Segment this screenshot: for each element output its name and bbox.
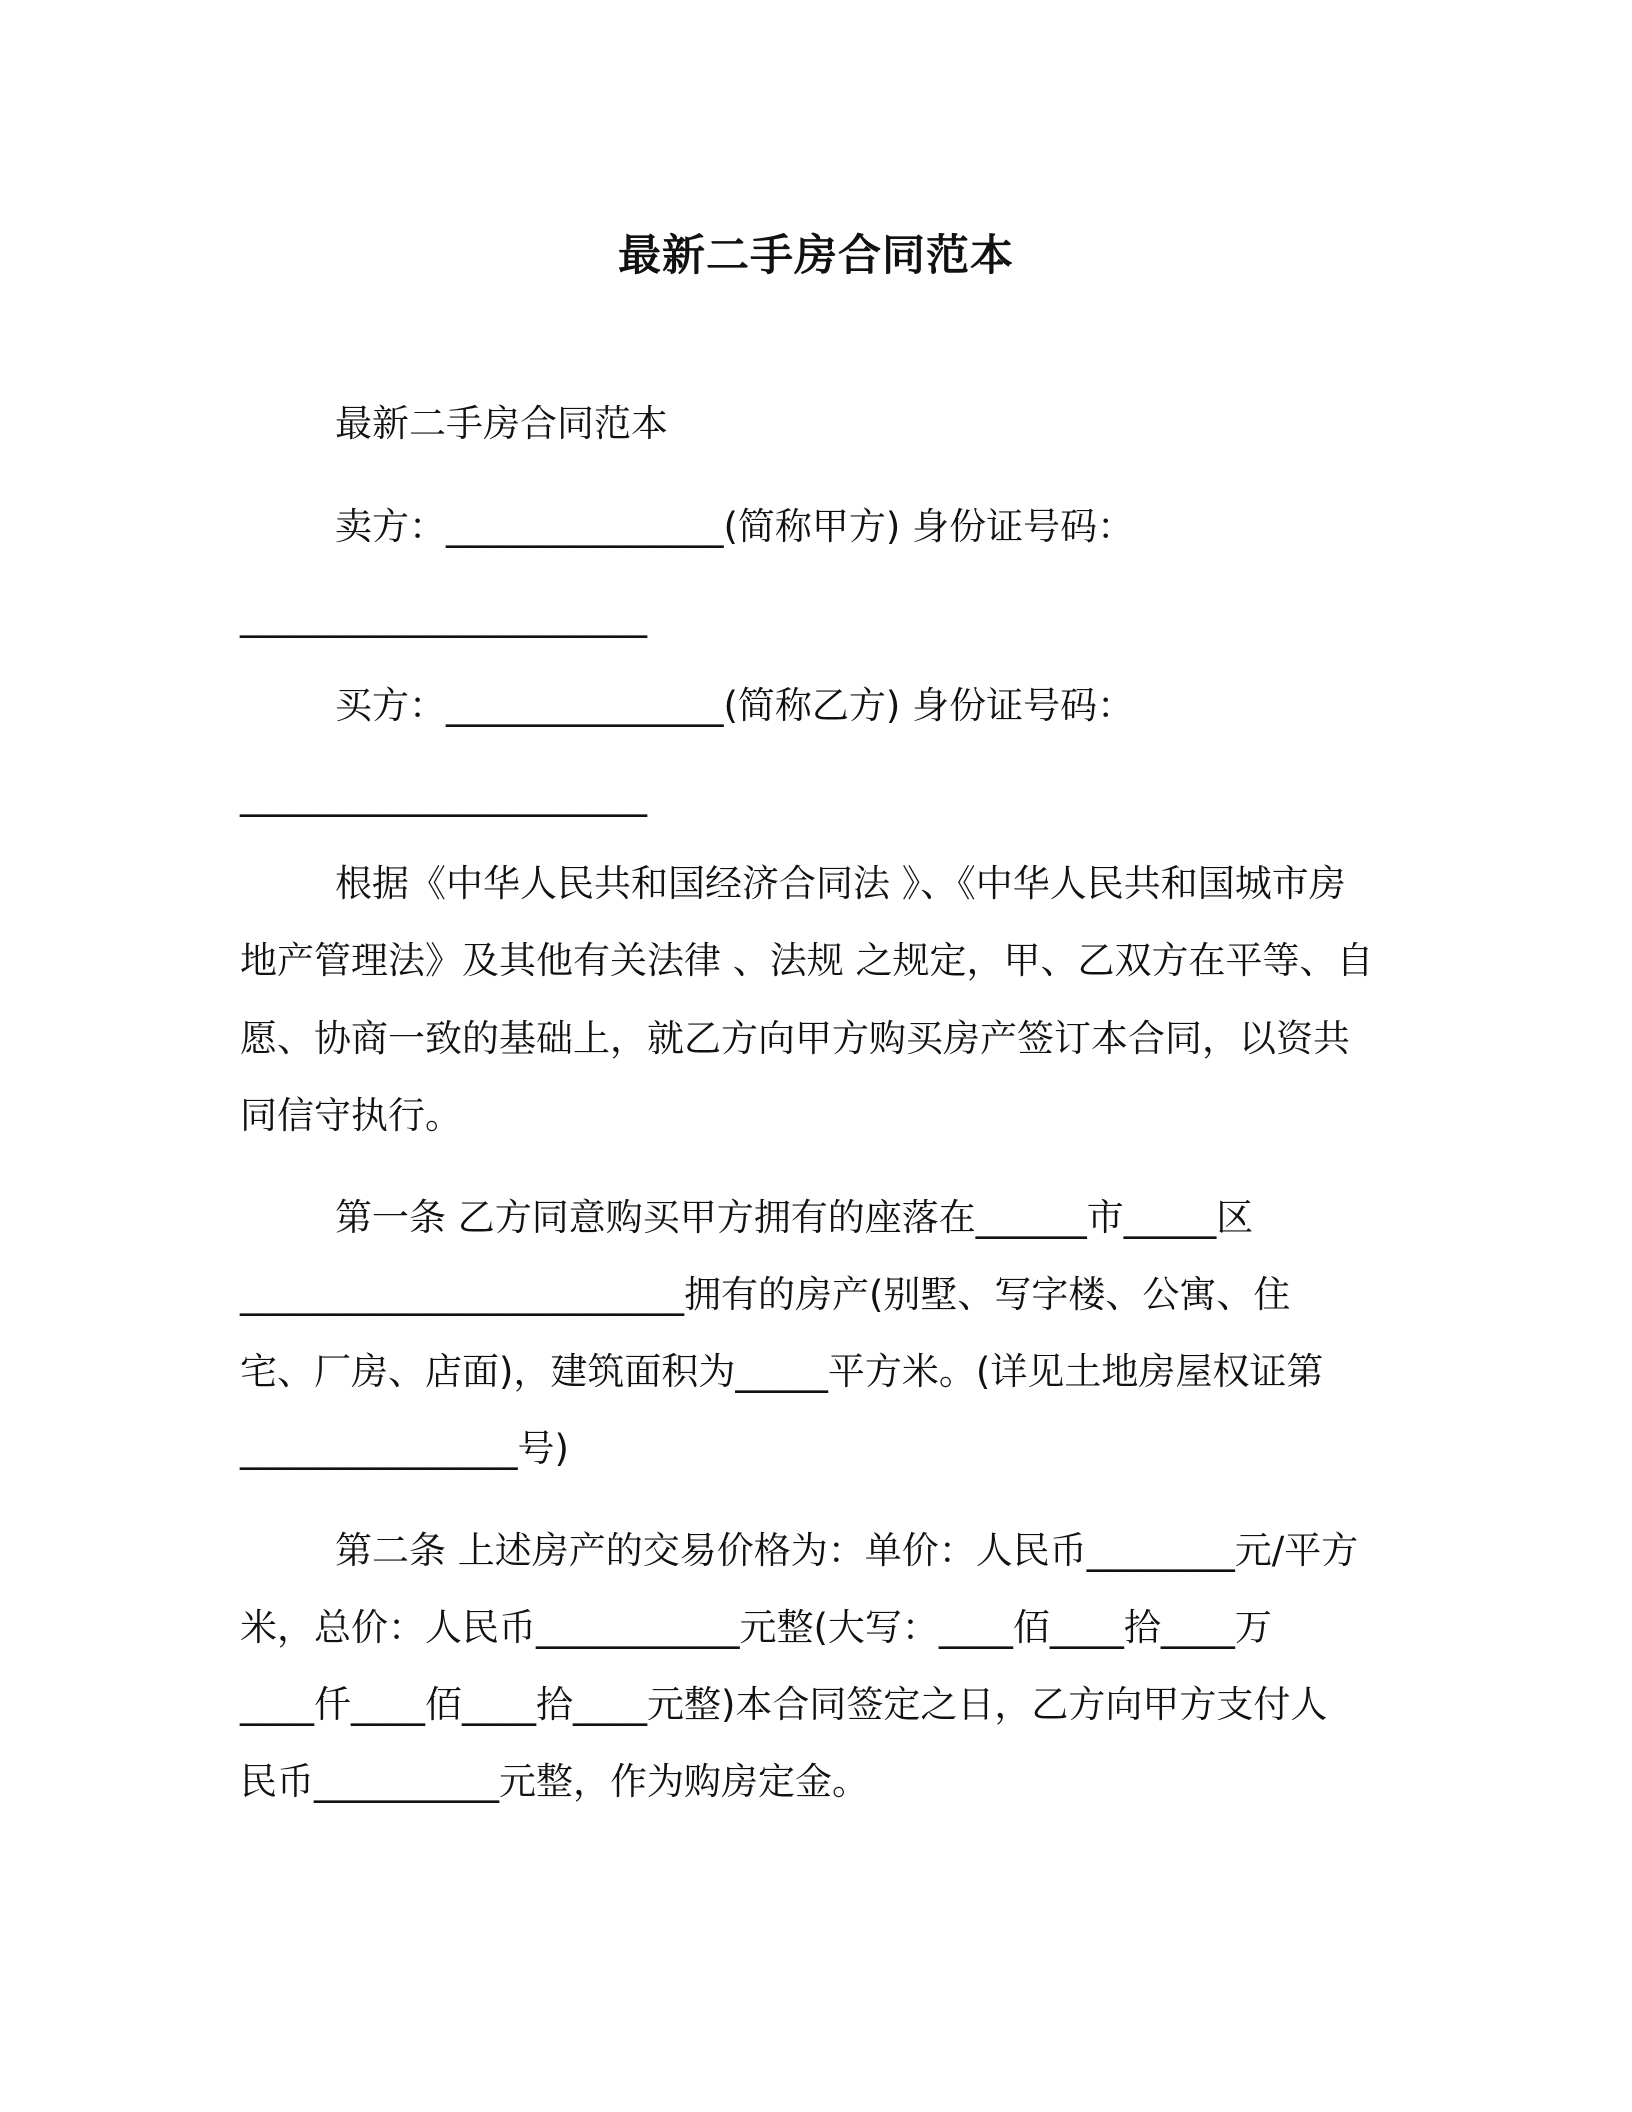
article-2-line-2: 米，总价：人民币___________元整(大写：____佰____拾____万 xyxy=(240,1606,1272,1649)
preamble-line-1: 根据《中华人民共和国经济合同法 》、《中华人民共和国城市房 xyxy=(335,862,1346,905)
seller-line: 卖方：_______________(简称甲方) 身份证号码： xyxy=(335,505,1135,548)
seller-id-blank-line: ______________________ xyxy=(240,595,647,638)
article-1-line-4: _______________号) xyxy=(240,1427,569,1470)
preamble-line-4: 同信守执行。 xyxy=(240,1094,462,1137)
article-2-line-3: ____仟____佰____拾____元整)本合同签定之日，乙方向甲方支付人 xyxy=(240,1683,1328,1726)
article-1-line-1: 第一条 乙方同意购买甲方拥有的座落在______市_____区 xyxy=(335,1196,1254,1239)
buyer-line: 买方：_______________(简称乙方) 身份证号码： xyxy=(335,684,1135,727)
preamble-line-2: 地产管理法》及其他有关法律 、法规 之规定，甲、乙双方在平等、自 xyxy=(240,939,1374,982)
buyer-id-blank-line: ______________________ xyxy=(240,774,647,817)
article-2-line-4: 民币__________元整，作为购房定金。 xyxy=(240,1760,869,1803)
article-1-line-2: ________________________拥有的房产(别墅、写字楼、公寓、住 xyxy=(240,1273,1291,1316)
article-1-line-3: 宅、厂房、店面)，建筑面积为_____平方米。(详见土地房屋权证第 xyxy=(240,1350,1324,1393)
article-2-line-1: 第二条 上述房产的交易价格为：单价：人民币________元/平方 xyxy=(335,1529,1359,1572)
subtitle-line: 最新二手房合同范本 xyxy=(335,402,668,445)
document-title: 最新二手房合同范本 xyxy=(618,231,1014,281)
preamble-line-3: 愿、协商一致的基础上，就乙方向甲方购买房产签订本合同，以资共 xyxy=(240,1017,1350,1060)
